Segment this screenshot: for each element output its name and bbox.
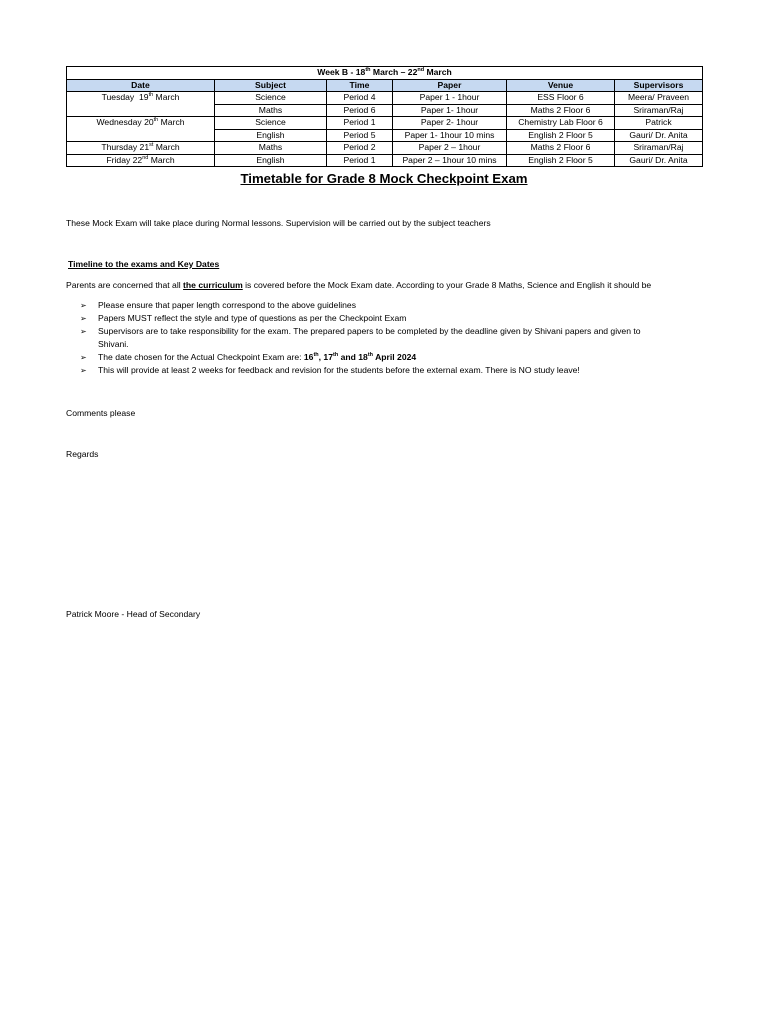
signature-line: Patrick Moore - Head of Secondary — [66, 609, 201, 619]
concern-text-after: is covered before the Mock Exam date. According to your Grade 8 Maths, Science and English it should be — [242, 280, 652, 290]
exam-dates: 16th, 17th and 18th April 2024 — [303, 352, 417, 362]
paper-cell: Paper 1 - 1hour — [393, 92, 507, 105]
col-header: Venue — [507, 79, 615, 92]
comments-line: Comments please — [66, 408, 136, 418]
time-cell: Period 6 — [327, 104, 393, 117]
subject-cell: Maths — [215, 142, 327, 155]
venue-cell: ESS Floor 6 — [507, 92, 615, 105]
date-cell — [67, 129, 215, 142]
date-cell: Wednesday 20th March — [67, 117, 215, 130]
col-header: Date — [67, 79, 215, 92]
week-header: Week B - 18th March – 22nd March — [67, 67, 703, 80]
table-row — [67, 129, 703, 142]
supervisors-cell: Gauri/ Dr. Anita — [615, 129, 703, 142]
venue-cell: Maths 2 Floor 6 — [507, 142, 615, 155]
supervisors-cell: Patrick — [615, 117, 703, 130]
time-cell: Period 1 — [327, 117, 393, 130]
document-title: Timetable for Grade 8 Mock Checkpoint Exam — [240, 171, 528, 186]
col-header: Supervisors — [615, 79, 703, 92]
guidelines-list — [80, 299, 700, 377]
time-cell: Period 4 — [327, 92, 393, 105]
subject-cell: Science — [215, 92, 327, 105]
date-cell — [67, 104, 215, 117]
time-cell: Period 5 — [327, 129, 393, 142]
date-cell: Tuesday 19th March — [67, 92, 215, 105]
venue-cell: Chemistry Lab Floor 6 — [507, 117, 615, 130]
paper-cell: Paper 1- 1hour — [393, 104, 507, 117]
col-header: Paper — [393, 79, 507, 92]
concern-text-before: Parents are concerned that all — [66, 280, 184, 290]
venue-cell: English 2 Floor 5 — [507, 129, 615, 142]
list-item: ➢ This will provide at least 2 weeks for feedback and revision for the students before the external exam. There is NO study leave! — [80, 365, 580, 375]
date-cell: Thursday 21st March — [67, 142, 215, 155]
venue-cell: English 2 Floor 5 — [507, 154, 615, 167]
col-header: Time — [327, 79, 393, 92]
col-header: Subject — [215, 79, 327, 92]
table-row — [67, 104, 703, 117]
supervisors-cell: Gauri/ Dr. Anita — [615, 154, 703, 167]
time-cell: Period 1 — [327, 154, 393, 167]
table-row — [67, 92, 703, 105]
supervisors-cell: Meera/ Praveen — [615, 92, 703, 105]
table-row — [67, 154, 703, 167]
paper-cell: Paper 2- 1hour — [393, 117, 507, 130]
venue-cell: Maths 2 Floor 6 — [507, 104, 615, 117]
table-row — [67, 142, 703, 155]
exam-timetable — [66, 66, 703, 167]
list-item: ➢ Please ensure that paper length correspond to the above guidelines — [80, 300, 356, 310]
arrow-bullet-icon: ➢ — [80, 353, 87, 362]
intro-paragraph: These Mock Exam will take place during Normal lessons. Supervision will be carried out by the subject teachers — [66, 218, 491, 228]
subject-cell: English — [215, 129, 327, 142]
supervisors-cell: Sriraman/Raj — [615, 142, 703, 155]
paper-cell: Paper 2 – 1hour — [393, 142, 507, 155]
list-item: ➢ Papers MUST reflect the style and type of questions as per the Checkpoint Exam — [80, 313, 407, 323]
concern-paragraph — [66, 280, 651, 290]
arrow-bullet-icon: ➢ — [80, 366, 87, 375]
supervisors-cell: Sriraman/Raj — [615, 104, 703, 117]
list-item: ➢ Supervisors are to take responsibility for the exam. The prepared papers to be completed by the deadline given by Shivani papers and given to Shivani. — [80, 326, 641, 349]
timeline-heading: Timeline to the exams and Key Dates — [68, 259, 220, 269]
list-item: ➢ The date chosen for the Actual Checkpoint Exam are: 16th, 17th and 18th April 2024 — [80, 352, 417, 362]
time-cell: Period 2 — [327, 142, 393, 155]
subject-cell: English — [215, 154, 327, 167]
subject-cell: Maths — [215, 104, 327, 117]
arrow-bullet-icon: ➢ — [80, 314, 87, 323]
regards-line: Regards — [66, 449, 99, 459]
table-row — [67, 117, 703, 130]
subject-cell: Science — [215, 117, 327, 130]
curriculum-highlight: the curriculum — [183, 280, 243, 290]
arrow-bullet-icon: ➢ — [80, 327, 87, 336]
date-cell: Friday 22nd March — [67, 154, 215, 167]
paper-cell: Paper 2 – 1hour 10 mins — [393, 154, 507, 167]
table-header-row — [67, 79, 703, 92]
arrow-bullet-icon: ➢ — [80, 301, 87, 310]
paper-cell: Paper 1- 1hour 10 mins — [393, 129, 507, 142]
